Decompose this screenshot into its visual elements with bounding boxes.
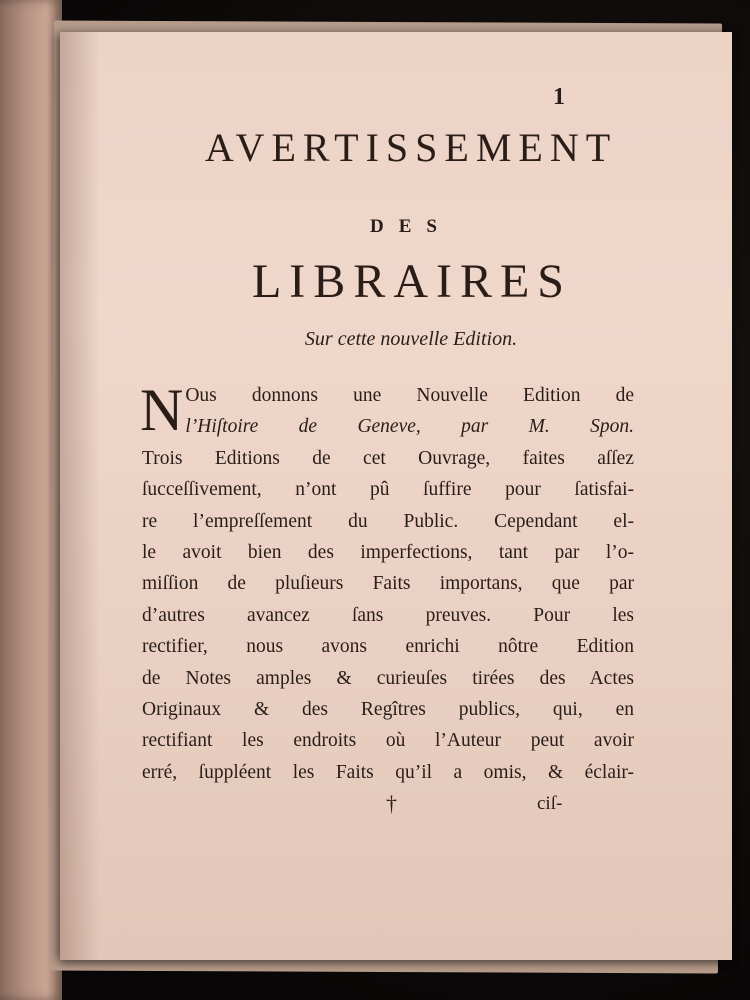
- subtitle: Sur cette nouvelle Edition.: [304, 328, 518, 350]
- page-number: 1: [553, 84, 566, 110]
- text-line: rectifiant les endroits où l’Auteur peut avoir: [142, 730, 634, 752]
- heading-des: DES: [370, 216, 452, 237]
- text-line: miſſion de pluſieurs Faits importans, que par: [142, 573, 634, 595]
- heading-libraires: LIBRAIRES: [251, 255, 572, 308]
- body-text: [140, 377, 634, 788]
- text-line: ſucceſſivement, n’ont pû ſuffire pour ſatisfai-: [142, 479, 634, 501]
- text-line: de Notes amples & curieuſes tirées des Actes: [142, 667, 634, 689]
- catchword: ciſ-: [537, 793, 563, 814]
- text-line: erré, ſuppléent les Faits qu’il a omis, & éclair-: [142, 761, 634, 783]
- text-line: rectifier, nous avons enrichi nôtre Edition: [142, 636, 634, 658]
- text-line: Originaux & des Regîtres publics, qui, en: [142, 699, 634, 721]
- text-line: Trois Editions de cet Ouvrage, faites aſſez: [142, 447, 634, 469]
- text-line: re l’empreſſement du Public. Cependant el-: [142, 510, 634, 532]
- book-page: [60, 32, 732, 960]
- heading-avertissement: AVERTISSEMENT: [204, 125, 618, 170]
- drop-cap: N: [140, 377, 184, 443]
- text-line: Ous donnons une Nouvelle Edition de: [185, 385, 634, 406]
- text-line: d’autres avancez ſans preuves. Pour les: [142, 604, 634, 626]
- signature-mark: †: [386, 791, 397, 816]
- text-line: le avoit bien des imperfections, tant par l’o-: [142, 542, 634, 564]
- text-line: l’Hiſtoire de Geneve, par M. Spon.: [185, 416, 634, 438]
